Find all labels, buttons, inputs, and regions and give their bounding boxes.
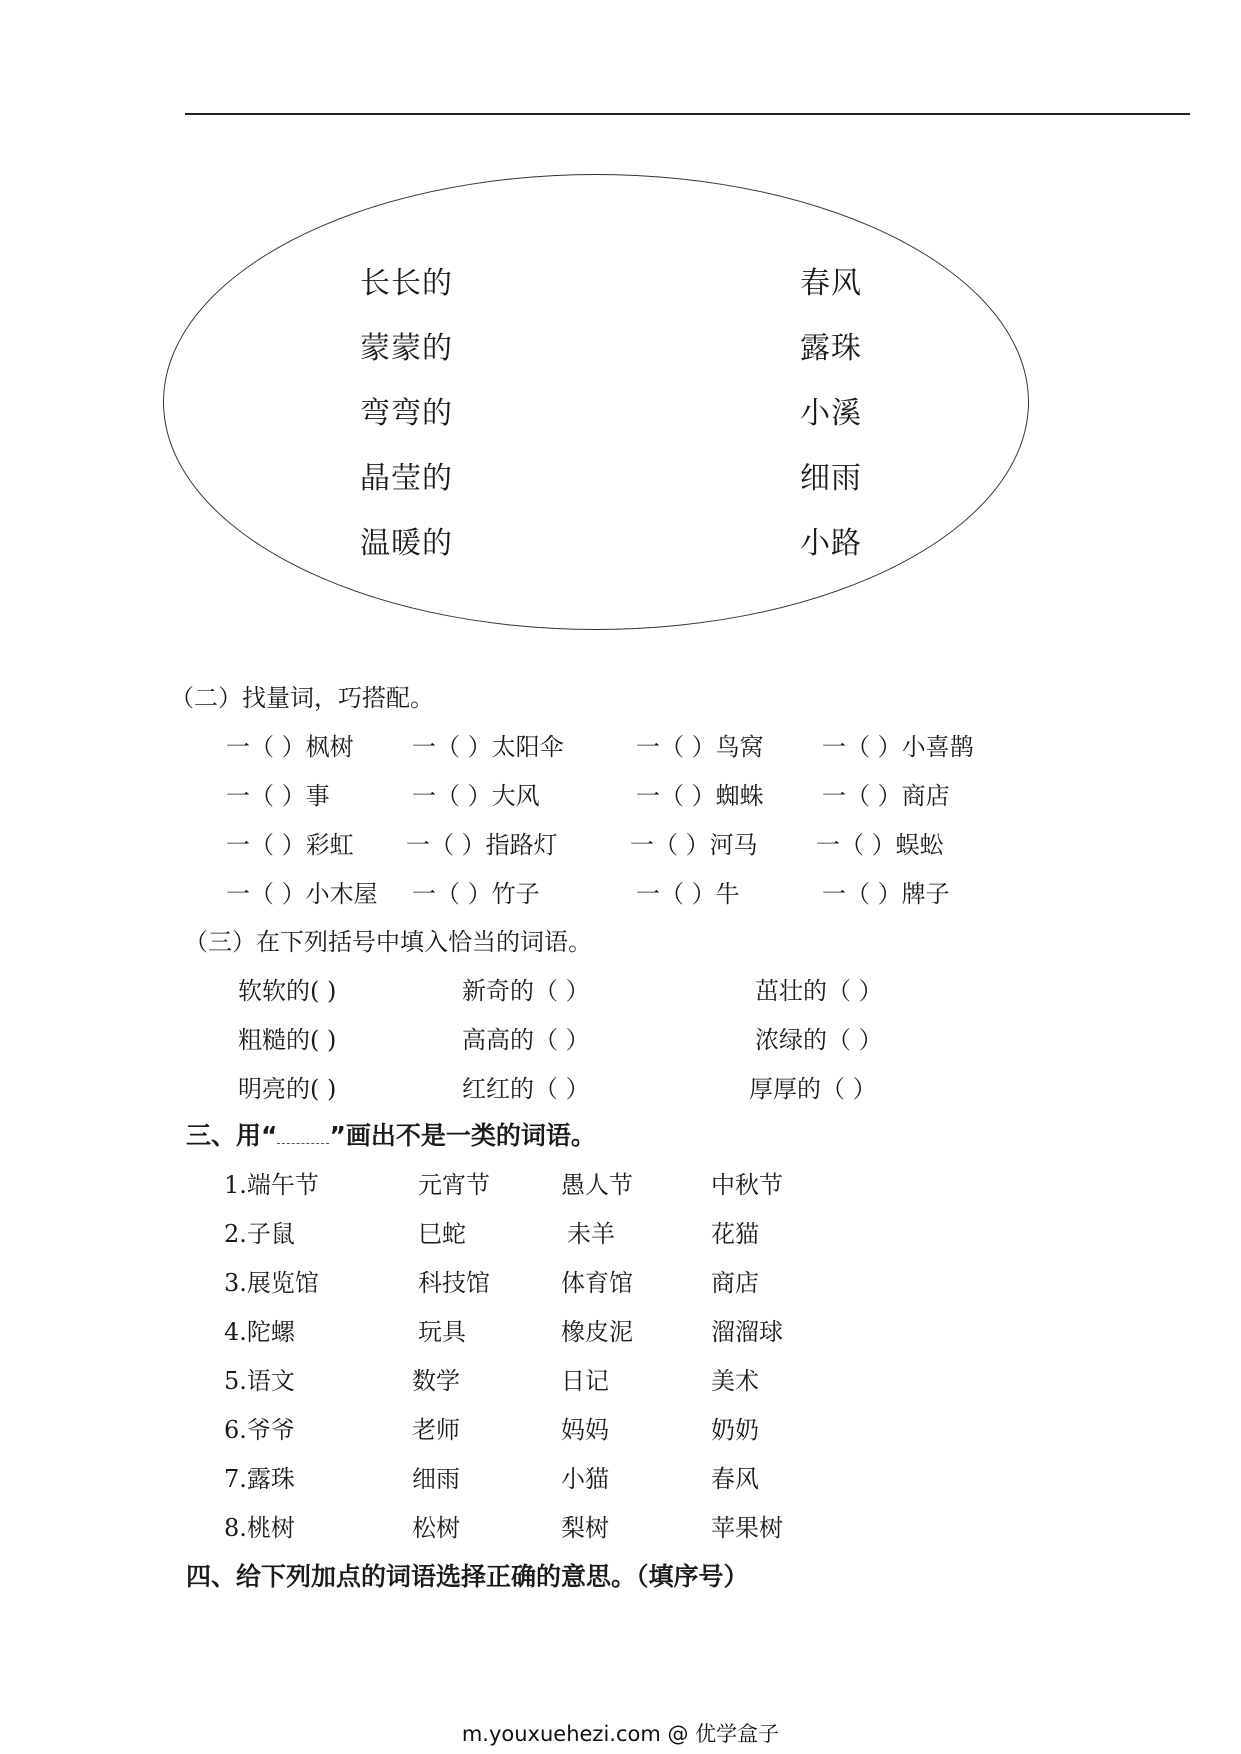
- odd-one-out-item: 梨树: [561, 1514, 609, 1542]
- section-three-title-prefix: 三、用“: [186, 1121, 278, 1150]
- measure-word-item: 一（ ）太阳伞: [412, 733, 564, 761]
- measure-word-item: 一（ ）牛: [636, 880, 740, 908]
- footer-watermark: m.youxuehezi.com @ 优学盒子: [461, 1722, 780, 1746]
- underline-sample: [277, 1125, 329, 1144]
- odd-one-out-item: 4.陀螺: [224, 1318, 295, 1346]
- ellipse-right-word: 春风: [800, 266, 862, 301]
- odd-one-out-item: 3.展览馆: [224, 1269, 319, 1297]
- odd-one-out-item: 巳蛇: [418, 1220, 466, 1248]
- measure-word-item: 一（ ）大风: [412, 782, 540, 810]
- measure-word-item: 一（ ）指路灯: [406, 831, 558, 859]
- odd-one-out-item: 细雨: [412, 1465, 460, 1493]
- measure-word-item: 一（ ）商店: [822, 782, 950, 810]
- ellipse-right-word: 细雨: [800, 461, 862, 496]
- measure-word-item: 一（ ）鸟窝: [636, 733, 764, 761]
- odd-one-out-item: 老师: [412, 1416, 460, 1444]
- ellipse-left-word: 晶莹的: [360, 461, 453, 496]
- odd-one-out-item: 体育馆: [561, 1269, 633, 1297]
- fill-blank-item: 浓绿的（ ）: [755, 1026, 883, 1054]
- measure-word-item: 一（ ）彩虹: [226, 831, 354, 859]
- measure-word-item: 一（ ）河马: [630, 831, 758, 859]
- section-three-sub-title: （三）在下列括号中填入恰当的词语。: [184, 928, 592, 956]
- odd-one-out-item: 7.露珠: [224, 1465, 295, 1493]
- odd-one-out-item: 元宵节: [418, 1171, 490, 1199]
- section-three-title: [186, 1116, 596, 1152]
- section-three-title-suffix: ”画出不是一类的词语。: [329, 1121, 596, 1150]
- odd-one-out-item: 1.端午节: [224, 1171, 319, 1199]
- odd-one-out-item: 妈妈: [561, 1416, 609, 1444]
- odd-one-out-item: 松树: [412, 1514, 460, 1542]
- measure-word-item: 一（ ）小木屋: [226, 880, 378, 908]
- odd-one-out-item: 5.语文: [224, 1367, 295, 1395]
- odd-one-out-item: 商店: [711, 1269, 759, 1297]
- header-rule: [185, 113, 1190, 115]
- ellipse-right-word: 小路: [800, 526, 862, 561]
- odd-one-out-item: 8.桃树: [224, 1514, 295, 1542]
- odd-one-out-item: 日记: [561, 1367, 609, 1395]
- fill-blank-item: 新奇的（ ）: [462, 977, 590, 1005]
- odd-one-out-item: 奶奶: [711, 1416, 759, 1444]
- fill-blank-item: 厚厚的（ ）: [749, 1075, 877, 1103]
- measure-word-item: 一（ ）牌子: [822, 880, 950, 908]
- measure-word-item: 一（ ）竹子: [412, 880, 540, 908]
- fill-blank-item: 红红的（ ）: [462, 1075, 590, 1103]
- odd-one-out-item: 6.爷爷: [224, 1416, 295, 1444]
- fill-blank-item: 软软的( ): [238, 977, 337, 1005]
- measure-word-item: 一（ ）事: [226, 782, 330, 810]
- measure-word-item: 一（ ）枫树: [226, 733, 354, 761]
- ellipse-right-word: 露珠: [800, 331, 862, 366]
- ellipse-left-word: 蒙蒙的: [360, 331, 453, 366]
- odd-one-out-item: 小猫: [561, 1465, 609, 1493]
- odd-one-out-item: 愚人节: [561, 1171, 633, 1199]
- fill-blank-item: 茁壮的（ ）: [755, 977, 883, 1005]
- odd-one-out-item: 2.子鼠: [224, 1220, 295, 1248]
- fill-blank-item: 明亮的( ): [238, 1075, 337, 1103]
- odd-one-out-item: 美术: [711, 1367, 759, 1395]
- measure-word-item: 一（ ）蜘蛛: [636, 782, 764, 810]
- matching-ellipse: [163, 174, 1029, 630]
- fill-blank-item: 粗糙的( ): [238, 1026, 337, 1054]
- section-four-title: 四、给下列加点的词语选择正确的意思。（填序号）: [186, 1562, 749, 1591]
- odd-one-out-item: 未羊: [567, 1220, 615, 1248]
- measure-word-item: 一（ ）小喜鹊: [822, 733, 974, 761]
- odd-one-out-item: 玩具: [418, 1318, 466, 1346]
- odd-one-out-item: 溜溜球: [711, 1318, 783, 1346]
- ellipse-right-word: 小溪: [800, 396, 862, 431]
- odd-one-out-item: 苹果树: [711, 1514, 783, 1542]
- fill-blank-item: 高高的（ ）: [462, 1026, 590, 1054]
- odd-one-out-item: 数学: [412, 1367, 460, 1395]
- odd-one-out-item: 花猫: [711, 1220, 759, 1248]
- section-two-title: （二）找量词，巧搭配。: [170, 684, 434, 712]
- ellipse-left-word: 弯弯的: [360, 396, 453, 431]
- measure-word-item: 一（ ）蜈蚣: [816, 831, 944, 859]
- ellipse-left-word: 长长的: [360, 266, 453, 301]
- odd-one-out-item: 中秋节: [711, 1171, 783, 1199]
- odd-one-out-item: 春风: [711, 1465, 759, 1493]
- odd-one-out-item: 橡皮泥: [561, 1318, 633, 1346]
- ellipse-left-word: 温暖的: [360, 526, 453, 561]
- odd-one-out-item: 科技馆: [418, 1269, 490, 1297]
